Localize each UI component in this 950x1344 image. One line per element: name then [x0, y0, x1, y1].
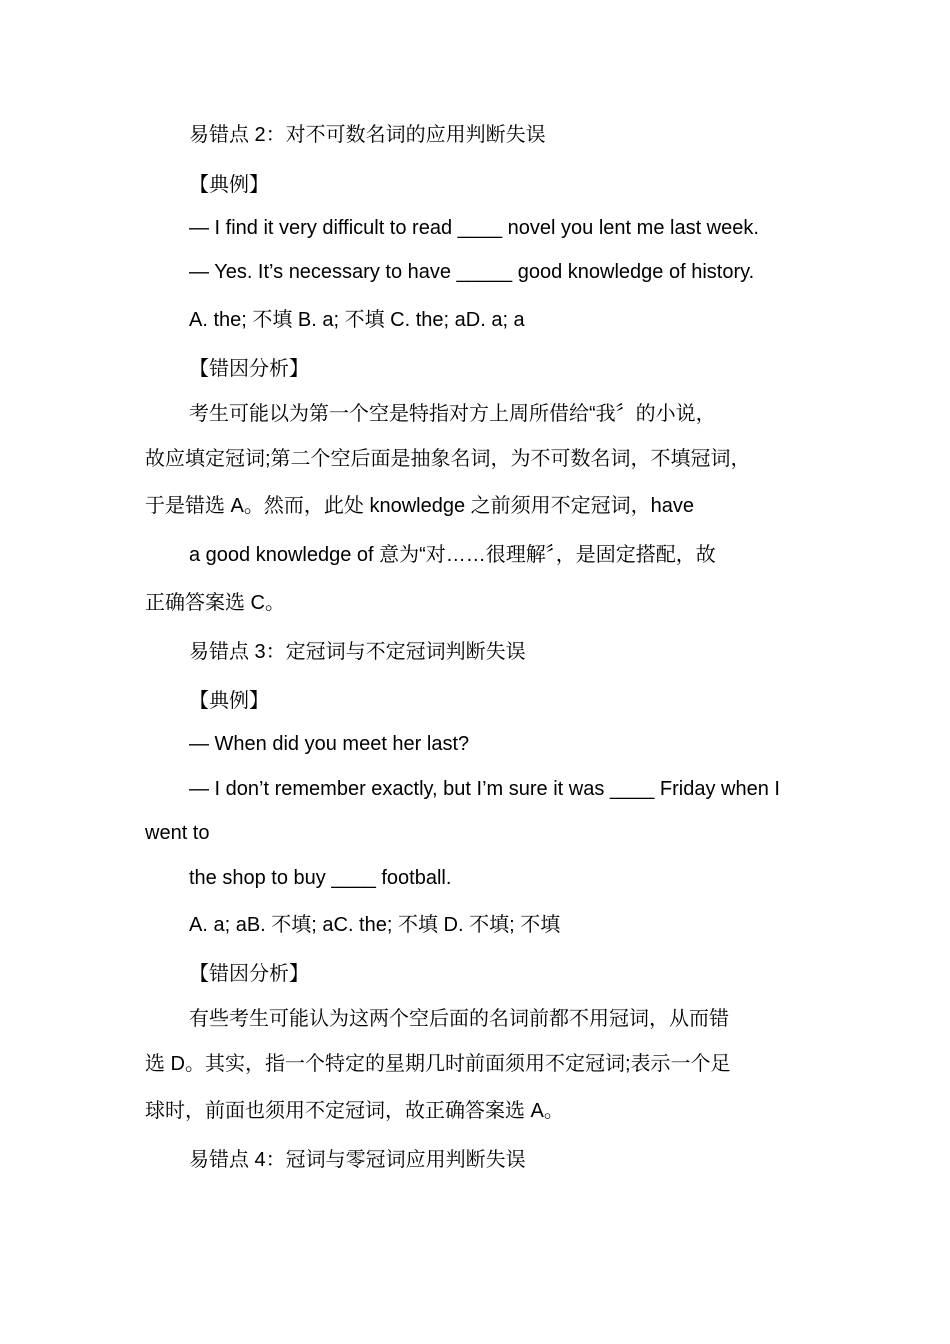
dialogue-line: — I find it very difficult to read ____ novel you lent me last week. — [189, 217, 759, 239]
analysis-text: 考生可能以为第一个空是特指对方上周所借给“我〞的小说， — [189, 403, 716, 425]
dialogue-line: went to — [145, 822, 210, 844]
analysis-text: 正确答案选 C。 — [145, 592, 285, 614]
analysis-label: 【错因分析】 — [189, 963, 309, 985]
example-label: 【典例】 — [189, 174, 269, 196]
dialogue-line: — I don’t remember exactly, but I’m sure it was ____ Friday when I — [189, 778, 780, 800]
analysis-text: 有些考生可能认为这两个空后面的名词前都不用冠词，从而错 — [189, 1008, 729, 1030]
analysis-text: 选 D。其实，指一个特定的星期几时前面须用不定冠词;表示一个足 — [145, 1053, 731, 1075]
dialogue-line: — When did you meet her last? — [189, 733, 470, 755]
answer-options: A. a; aB. 不填; aC. the; 不填 D. 不填; 不填 — [189, 914, 561, 936]
dialogue-line: the shop to buy ____ football. — [189, 867, 452, 889]
analysis-text: 球时，前面也须用不定冠词，故正确答案选 A。 — [145, 1100, 564, 1122]
analysis-text: 于是错选 A。然而，此处 knowledge 之前须用不定冠词，have — [145, 495, 695, 517]
section-heading: 易错点 2：对不可数名词的应用判断失误 — [189, 124, 546, 146]
section-heading: 易错点 3：定冠词与不定冠词判断失误 — [189, 641, 526, 663]
analysis-text: a good knowledge of 意为“对……很理解〞，是固定搭配，故 — [189, 544, 716, 566]
section-heading: 易错点 4：冠词与零冠词应用判断失误 — [189, 1149, 526, 1171]
dialogue-line: — Yes. It’s necessary to have _____ good knowledge of history. — [189, 261, 755, 283]
analysis-text: 故应填定冠词;第二个空后面是抽象名词，为不可数名词，不填冠词， — [145, 448, 751, 470]
analysis-label: 【错因分析】 — [189, 358, 309, 380]
example-label: 【典例】 — [189, 690, 269, 712]
answer-options: A. the; 不填 B. a; 不填 C. the; aD. a; a — [189, 309, 525, 331]
